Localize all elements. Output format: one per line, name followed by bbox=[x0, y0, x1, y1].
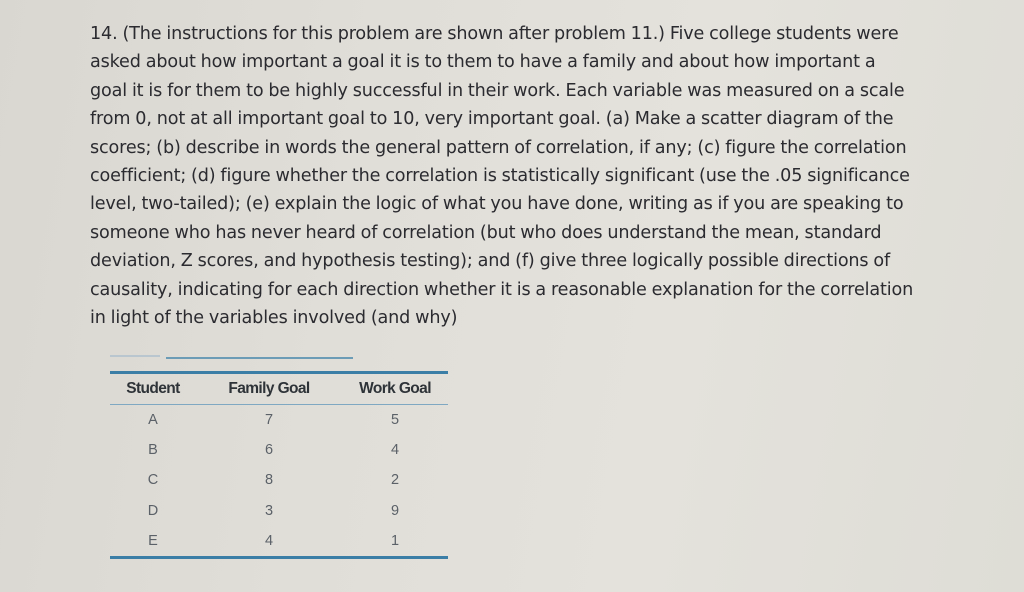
problem-line: deviation, Z scores, and hypothesis testing); and (f) give three logically possible directions of bbox=[90, 251, 891, 272]
problem-line: asked about how important a goal it is to them to have a family and about how important a bbox=[90, 52, 876, 73]
problem-line: goal it is for them to be highly successful in their work. Each variable was measured on a scale bbox=[90, 80, 905, 101]
cell-family-goal: 6 bbox=[264, 442, 274, 459]
problem-text bbox=[90, 20, 995, 332]
cell-family-goal: 7 bbox=[264, 412, 274, 429]
table-row bbox=[110, 496, 448, 526]
cell-student: D bbox=[147, 502, 159, 519]
table-row bbox=[110, 526, 448, 556]
cell-work-goal: 4 bbox=[390, 442, 400, 459]
column-header-student: Student bbox=[110, 374, 196, 405]
problem-line: causality, indicating for each direction whether it is a reasonable explanation for the correlation bbox=[90, 279, 914, 300]
cell-student: C bbox=[147, 472, 159, 489]
divider-long bbox=[166, 357, 353, 359]
cell-work-goal: 1 bbox=[390, 532, 400, 549]
table-row bbox=[110, 465, 448, 495]
scores-table bbox=[110, 374, 448, 556]
cell-family-goal: 8 bbox=[264, 472, 274, 489]
divider-short bbox=[110, 355, 160, 357]
problem-line: scores; (b) describe in words the general pattern of correlation, if any; (c) figure the correlation bbox=[90, 137, 907, 158]
problem-line: level, two-tailed); (e) explain the logic of what you have done, writing as if you are speaking to bbox=[90, 194, 904, 215]
problem-line: coefficient; (d) figure whether the correlation is statistically significant (use the .05 significance bbox=[90, 166, 910, 187]
cell-work-goal: 9 bbox=[390, 502, 400, 519]
column-header-work-goal: Work Goal bbox=[342, 374, 448, 405]
cell-work-goal: 2 bbox=[390, 472, 400, 489]
problem-line: 14. (The instructions for this problem are shown after problem 11.) Five college students were bbox=[90, 24, 899, 44]
data-table bbox=[110, 371, 448, 559]
cell-family-goal: 3 bbox=[264, 502, 274, 519]
table-header-row bbox=[110, 374, 448, 405]
problem-line: from 0, not at all important goal to 10, very important goal. (a) Make a scatter diagram of the bbox=[90, 109, 894, 130]
cell-family-goal: 4 bbox=[264, 532, 274, 549]
cell-student: A bbox=[148, 412, 158, 429]
cell-student: B bbox=[148, 442, 158, 459]
table-row bbox=[110, 405, 448, 436]
table-row bbox=[110, 435, 448, 465]
cell-student: E bbox=[148, 532, 158, 549]
problem-line: in light of the variables involved (and why) bbox=[90, 308, 458, 329]
problem-line: someone who has never heard of correlation (but who does understand the mean, standard bbox=[90, 222, 882, 243]
table-bottom-rule bbox=[110, 556, 448, 559]
cell-work-goal: 5 bbox=[390, 412, 400, 429]
column-header-family-goal: Family Goal bbox=[196, 374, 342, 405]
